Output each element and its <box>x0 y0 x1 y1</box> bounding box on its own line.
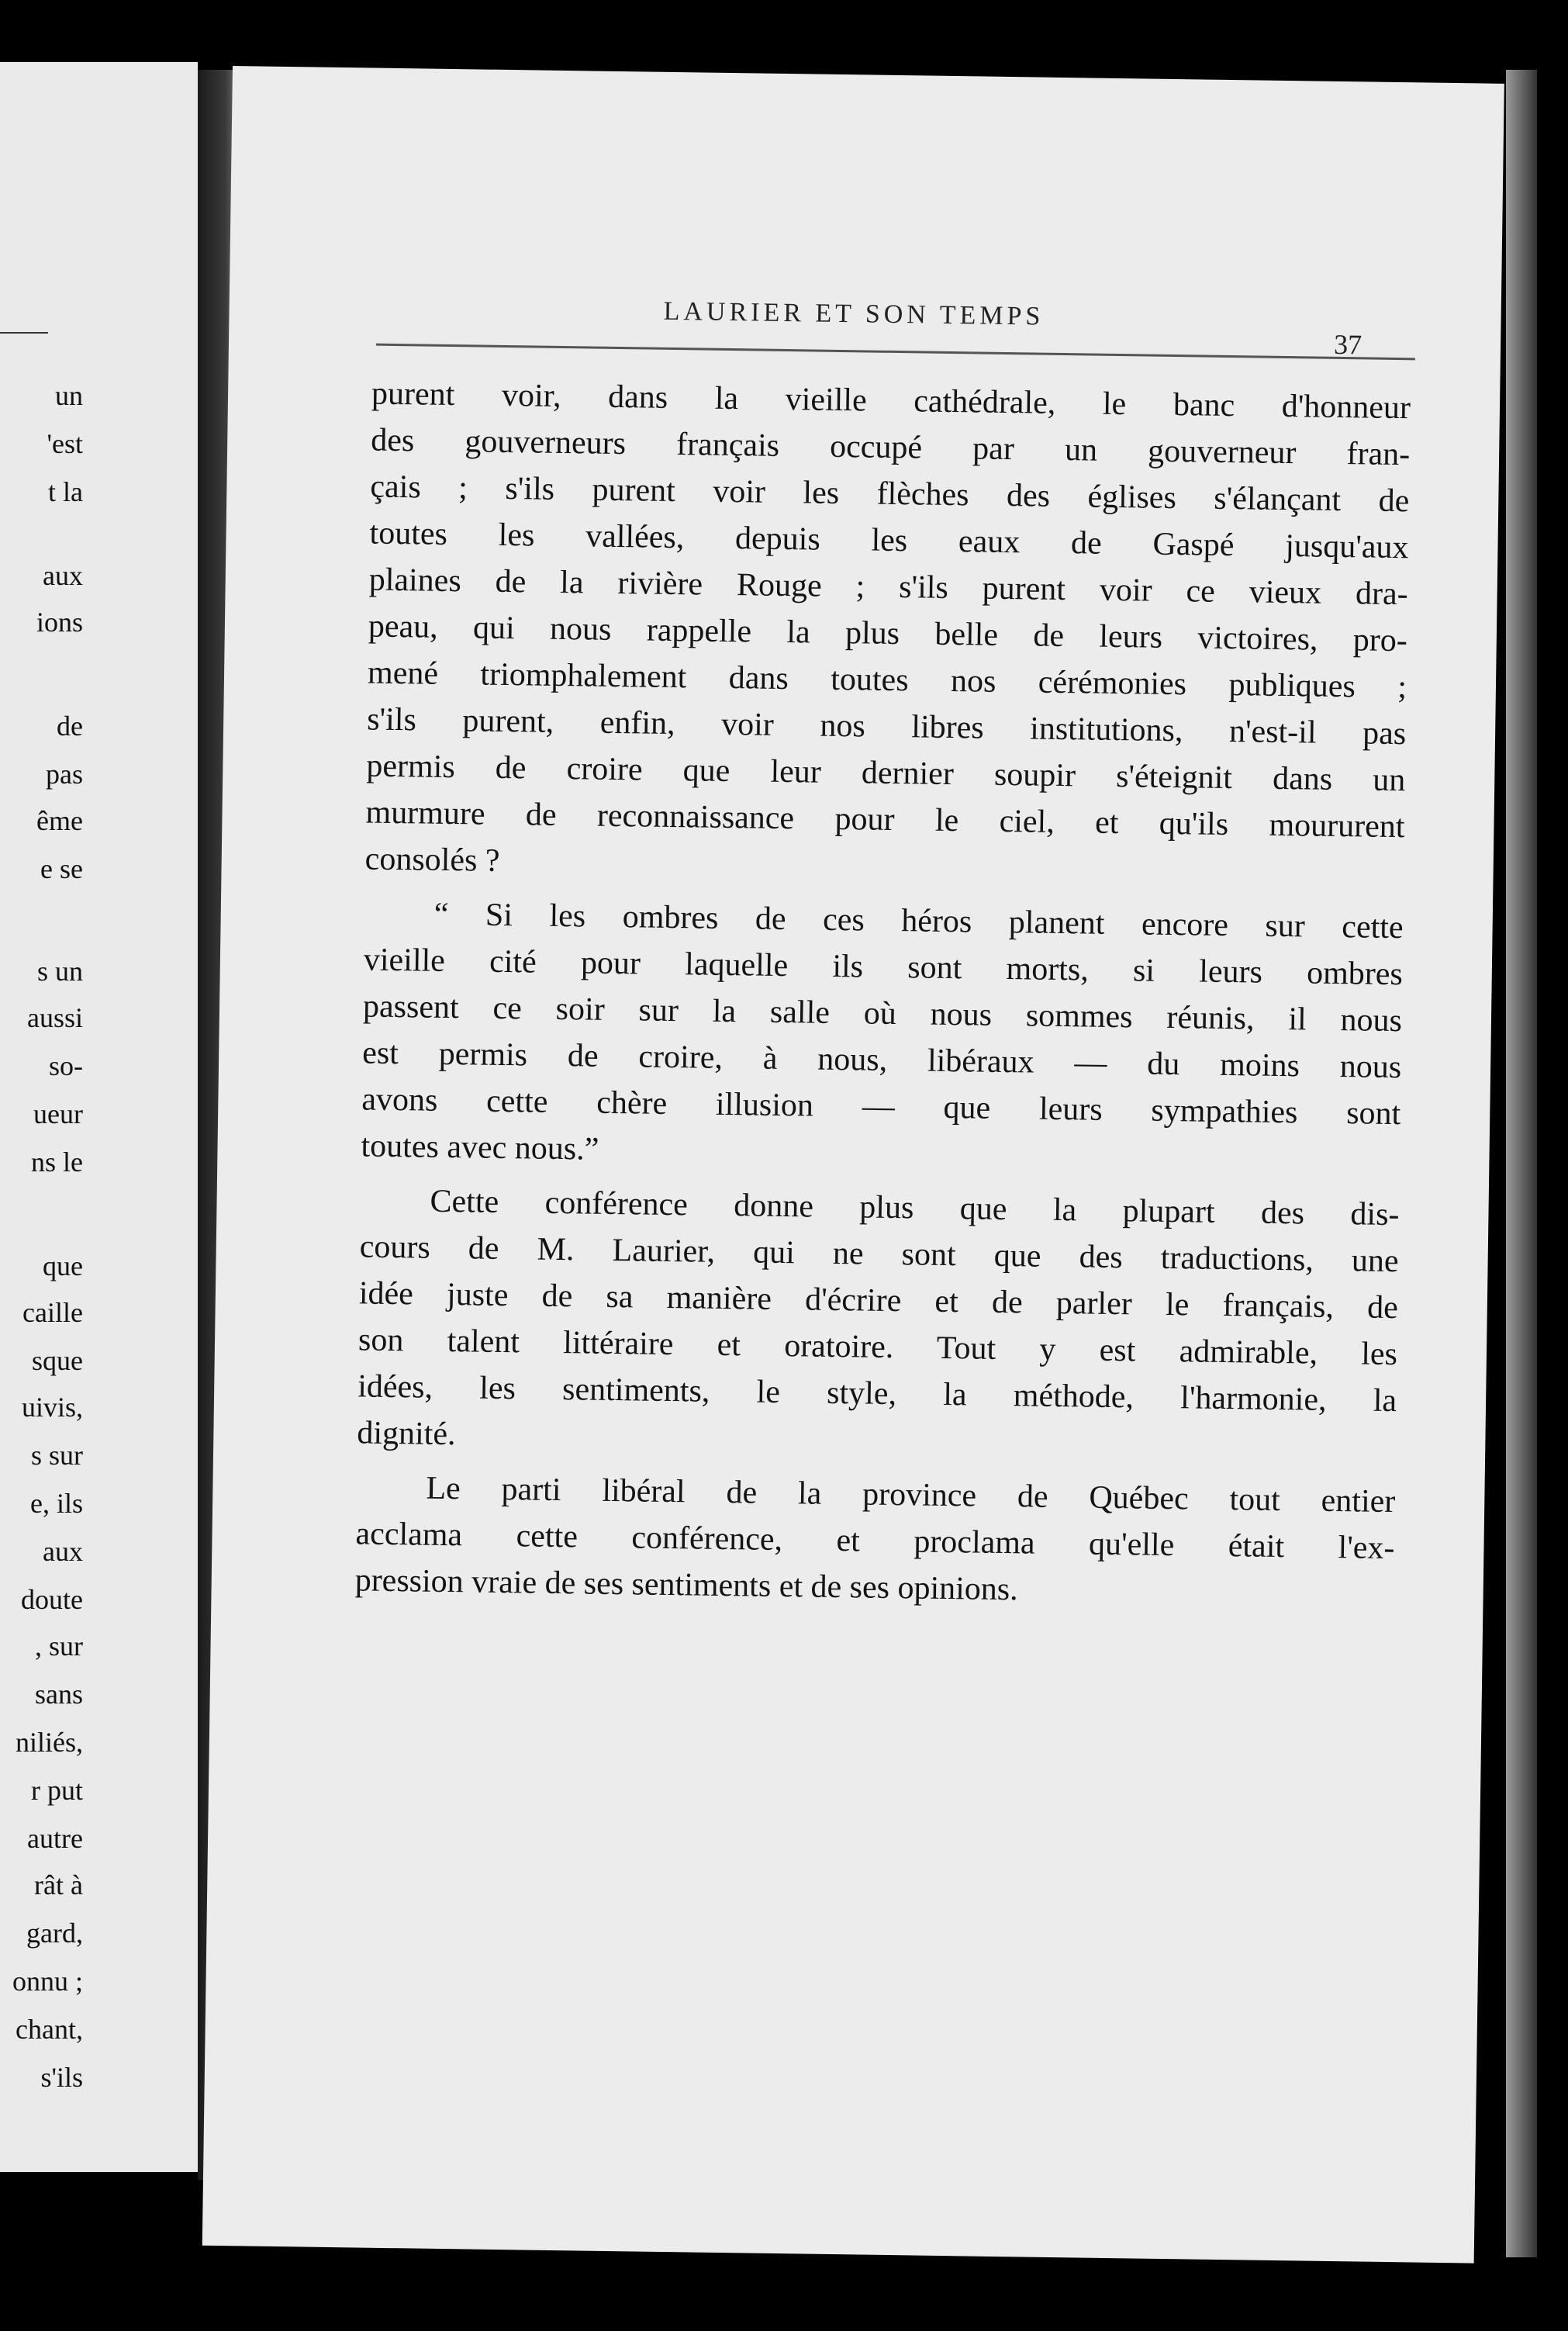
text-line: permis de croire que leur dernier soupir s'éteignit dans un <box>366 748 1406 799</box>
previous-page-line: uivis, <box>21 1392 83 1423</box>
page-number: 37 <box>1333 328 1363 361</box>
paragraph <box>364 371 1411 897</box>
previous-page-line: so- <box>49 1050 83 1081</box>
previous-page-line: e se <box>40 853 83 884</box>
text-line: consolés ? <box>364 841 500 879</box>
previous-page-line: de <box>57 711 83 742</box>
previous-page-line: 'est <box>47 428 83 459</box>
text-line: mené triomphalement dans toutes nos cérémonies publiques ; <box>367 655 1407 706</box>
paragraph <box>361 890 1404 1184</box>
page-edge-shadow <box>1506 70 1537 2257</box>
text-line: vieille cité pour laquelle ils sont morts, si leurs ombres <box>363 942 1404 993</box>
body-text <box>354 371 1411 1619</box>
previous-page-line: ions <box>36 607 83 638</box>
text-line: s'ils purent, enfin, voir nos libres institutions, n'est-il pas <box>366 701 1407 752</box>
text-line: idées, les sentiments, le style, la méthode, l'harmonie, la <box>357 1368 1397 1420</box>
paragraph <box>357 1177 1400 1471</box>
previous-page-line: ns le <box>31 1146 83 1178</box>
previous-page-line: s sur <box>30 1440 83 1471</box>
previous-page-line: s'ils <box>40 2062 83 2093</box>
previous-page-head-rule <box>0 332 48 334</box>
text-line: Le parti libéral de la province de Québec tout entier <box>426 1470 1396 1520</box>
text-line: “ Si les ombres de ces héros planent encore sur cette <box>433 896 1404 946</box>
previous-page-line: r put <box>31 1775 83 1806</box>
previous-page-line: ême <box>36 805 83 836</box>
text-line: des gouverneurs français occupé par un gouverneur fran- <box>370 422 1411 473</box>
previous-page-line: rât à <box>34 1869 83 1900</box>
previous-page <box>0 62 198 2172</box>
text-line: acclama cette conférence, et proclama qu'elle était l'ex- <box>355 1516 1395 1567</box>
previous-page-line: autre <box>27 1823 83 1854</box>
text-line: est permis de croire, à nous, libéraux — du moins nous <box>361 1035 1402 1086</box>
previous-page-line: doute <box>21 1584 83 1615</box>
previous-page-line: aux <box>43 1536 83 1567</box>
running-head: LAURIER ET SON TEMPS <box>663 296 1045 331</box>
text-line: çais ; s'ils purent voir les flèches des églises s'élançant de <box>370 469 1410 520</box>
previous-page-line: sque <box>32 1345 83 1376</box>
text-line: toutes avec nous.” <box>361 1128 599 1167</box>
text-line: plaines de la rivière Rouge ; s'ils purent voir ce vieux dra- <box>368 562 1408 613</box>
previous-page-line: chant, <box>16 2014 83 2045</box>
text-line: peau, qui nous rappelle la plus belle de leurs victoires, pro- <box>368 608 1408 659</box>
previous-page-line: onnu ; <box>12 1966 83 1997</box>
text-line: avons cette chère illusion — que leurs sympathies sont <box>361 1081 1401 1133</box>
previous-page-line: un <box>55 380 83 411</box>
text-line: Cette conférence donne plus que la plupart des dis- <box>430 1183 1400 1233</box>
text-line: cours de M. Laurier, qui ne sont que des traductions, une <box>359 1229 1399 1280</box>
running-head-rule <box>376 344 1415 361</box>
previous-page-line: , sur <box>35 1631 83 1662</box>
text-line: dignité. <box>357 1415 456 1453</box>
previous-page-line: pas <box>46 759 83 790</box>
previous-page-line: aussi <box>27 1002 83 1033</box>
previous-page-line: caille <box>22 1297 83 1328</box>
previous-page-line: gard, <box>26 1918 83 1949</box>
text-line: passent ce soir sur la salle où nous sommes réunis, il nous <box>362 988 1403 1039</box>
previous-page-line: e, ils <box>30 1488 83 1519</box>
text-line: murmure de reconnaissance pour le ciel, et qu'ils moururent <box>365 794 1405 846</box>
previous-page-line: sans <box>35 1679 83 1710</box>
previous-page-line: t la <box>48 476 83 507</box>
text-line: purent voir, dans la vieille cathédrale, le banc d'honneur <box>371 375 1411 427</box>
current-page <box>202 66 1504 2264</box>
text-line: idée juste de sa manière d'écrire et de parler le français, de <box>358 1275 1399 1326</box>
text-line: toutes les vallées, depuis les eaux de Gaspé jusqu'aux <box>369 515 1409 566</box>
paragraph <box>354 1464 1395 1618</box>
previous-page-line: que <box>43 1250 83 1281</box>
previous-page-line: s un <box>36 956 83 987</box>
text-line: pression vraie de ses sentiments et de ses opinions. <box>354 1562 1019 1608</box>
previous-page-line: aux <box>43 560 83 591</box>
previous-page-line: ueur <box>33 1098 83 1129</box>
text-line: son talent littéraire et oratoire. Tout y est admirable, les <box>357 1322 1398 1373</box>
previous-page-line: niliés, <box>16 1727 83 1758</box>
